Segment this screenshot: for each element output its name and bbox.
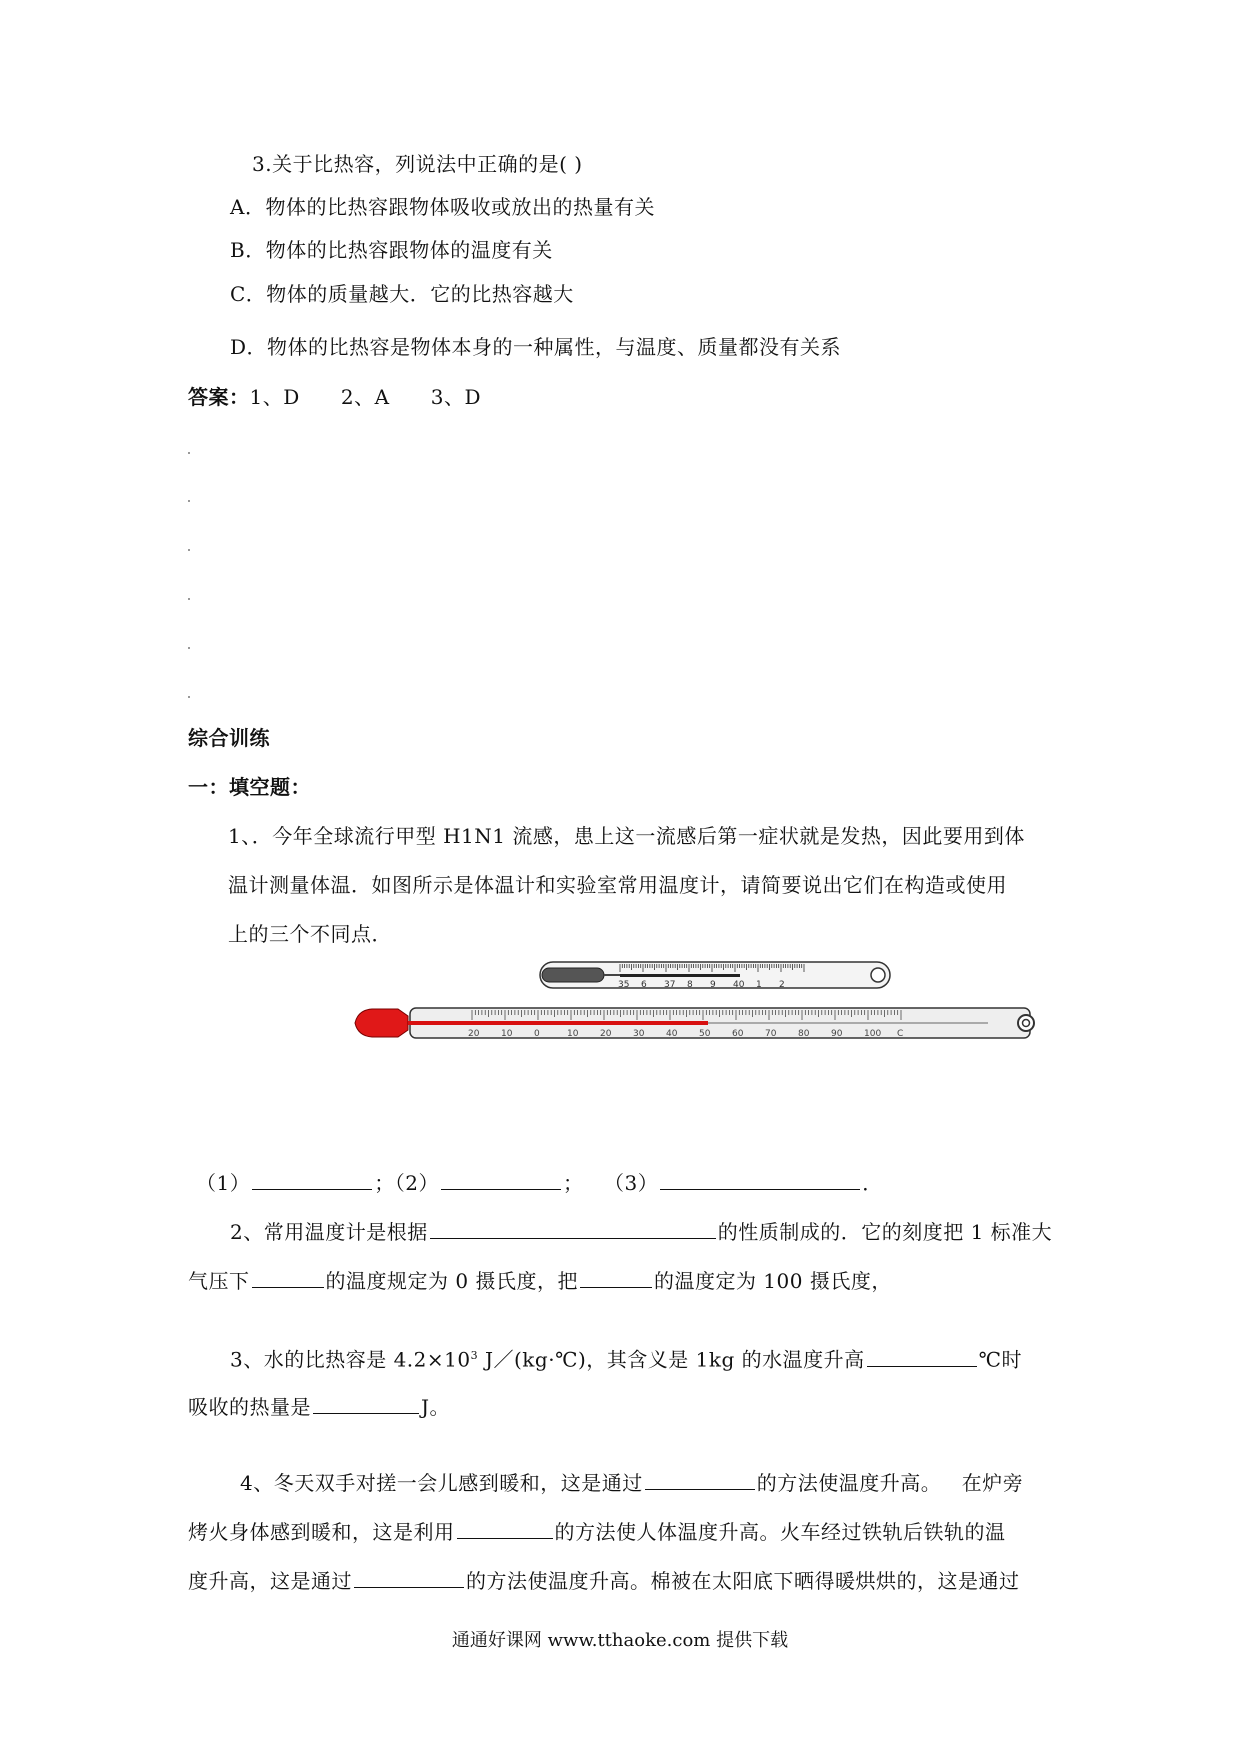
blank-principle[interactable]: [430, 1216, 716, 1239]
blank-method-2[interactable]: [457, 1516, 553, 1539]
tick-label: 100: [864, 1029, 882, 1039]
fill4-line2: [188, 1516, 1006, 1546]
thermometer-figure: [350, 958, 1050, 1058]
blank-heat[interactable]: [313, 1391, 419, 1414]
fill4-line1: [240, 1467, 1023, 1497]
fill2-text-a: 2、常用温度计是根据: [230, 1220, 428, 1244]
blank-method-1[interactable]: [645, 1467, 755, 1490]
clinical-thermometer: [540, 962, 890, 990]
blank-3[interactable]: [660, 1167, 860, 1190]
answers-label: 答案：: [188, 385, 250, 409]
sub-title: 一：填空题：: [188, 775, 311, 799]
fill3-text-e: J。: [421, 1395, 451, 1419]
fill3-exponent: 3: [470, 1349, 479, 1362]
q3-option-d: D．物体的比热容是物体本身的一种属性，与温度、质量都没有关系: [230, 335, 842, 359]
dot-mark: [188, 696, 190, 698]
fill4-text-d: 的方法使人体温度升高。火车经过铁轨后铁轨的温: [554, 1520, 1006, 1544]
blank-zero-point[interactable]: [252, 1265, 324, 1288]
fill4-text-b: 的方法使温度升高。 在炉旁: [756, 1471, 1024, 1495]
fill1-line3: 上的三个不同点．: [228, 922, 392, 946]
fill3-text-d: 吸收的热量是: [188, 1395, 311, 1419]
fill3-line2: [188, 1391, 450, 1421]
fill1-end: ．: [862, 1171, 883, 1195]
answers-text: 1、D 2、A 3、D: [249, 385, 481, 409]
fill3-text-a: 3、水的比热容是 4.2×10: [230, 1347, 471, 1372]
fill1-line2: 温计测量体温．如图所示是体温计和实验室常用温度计，请简要说出它们在构造或使用: [228, 873, 1007, 897]
tick-label: 60: [732, 1029, 744, 1039]
tick-label: 9: [710, 980, 716, 990]
fill1-part3-label: ； （3）: [562, 1171, 659, 1195]
dot-mark: [188, 500, 190, 502]
fill2-text-e: 的温度定为 100 摄氏度，: [653, 1269, 892, 1293]
tick-label: 30: [633, 1029, 645, 1039]
tick-label: 20: [468, 1029, 480, 1039]
tick-label: 35: [618, 980, 630, 990]
tick-label: 40: [666, 1029, 678, 1039]
blank-hundred-point[interactable]: [580, 1265, 652, 1288]
tick-label: 70: [765, 1029, 777, 1039]
dot-mark: [188, 549, 190, 551]
tick-label: 6: [641, 980, 647, 990]
tick-label: 80: [798, 1029, 810, 1039]
fill2-line2: [188, 1265, 892, 1295]
footer-text: 通通好课网 www.tthaoke.com 提供下载: [451, 1630, 789, 1651]
fill4-line3: [188, 1565, 1020, 1595]
fill3-text-b: J／(kg·℃)，其含义是 1kg 的水温度升高: [478, 1347, 865, 1372]
blank-2[interactable]: [441, 1167, 561, 1190]
lab-thermometer: [355, 1008, 1034, 1039]
answers: [188, 383, 481, 411]
tick-label: 8: [687, 980, 693, 990]
fill2-text-b: 的性质制成的．它的刻度把 1 标准大: [717, 1220, 1053, 1244]
dot-mark: [188, 647, 190, 649]
fill1-answers: [196, 1167, 883, 1197]
q3-option-a: A．物体的比热容跟物体吸收或放出的热量有关: [230, 195, 655, 219]
q3-option-c: C．物体的质量越大．它的比热容越大: [230, 282, 574, 306]
fill3-line1: [230, 1342, 1022, 1374]
tick-label: 90: [831, 1029, 843, 1039]
tick-label: 50: [699, 1029, 711, 1039]
section-title: 综合训练: [188, 726, 270, 750]
fill2-text-c: 气压下: [188, 1269, 250, 1293]
tick-label: 10: [567, 1029, 579, 1039]
fill1-part2-label: ；（2）: [374, 1171, 439, 1195]
tick-label: 37: [664, 980, 676, 990]
fill2-text-d: 的温度规定为 0 摄氏度，把: [325, 1269, 578, 1293]
tick-label: C: [897, 1029, 904, 1039]
fill3-text-c: ℃时: [978, 1347, 1022, 1372]
fill1-part1-label: （1）: [196, 1171, 251, 1195]
fill4-text-c: 烤火身体感到暖和，这是利用: [188, 1520, 455, 1544]
tick-label: 40: [733, 980, 745, 990]
q3-option-b: B．物体的比热容跟物体的温度有关: [230, 238, 553, 262]
tick-label: 20: [600, 1029, 612, 1039]
tick-label: 2: [779, 980, 785, 990]
dot-mark: [188, 452, 190, 454]
tick-label: 10: [501, 1029, 513, 1039]
fill4-text-f: 的方法使温度升高。棉被在太阳底下晒得暖烘烘的，这是通过: [466, 1569, 1020, 1593]
fill4-text-e: 度升高，这是通过: [188, 1569, 352, 1593]
q3-stem: 3.关于比热容，列说法中正确的是( ): [252, 152, 583, 176]
tick-label: 0: [534, 1029, 540, 1039]
blank-method-3[interactable]: [354, 1565, 464, 1588]
fill4-text-a: 4、冬天双手对搓一会儿感到暖和，这是通过: [240, 1471, 643, 1495]
blank-temp-rise[interactable]: [867, 1344, 977, 1367]
tick-label: 1: [756, 980, 762, 990]
dot-mark: [188, 598, 190, 600]
fill2-line1: [230, 1216, 1052, 1246]
fill1-line1: 1、．今年全球流行甲型 H1N1 流感，患上这一流感后第一症状就是发热，因此要用到体: [228, 824, 1025, 848]
blank-1[interactable]: [252, 1167, 372, 1190]
